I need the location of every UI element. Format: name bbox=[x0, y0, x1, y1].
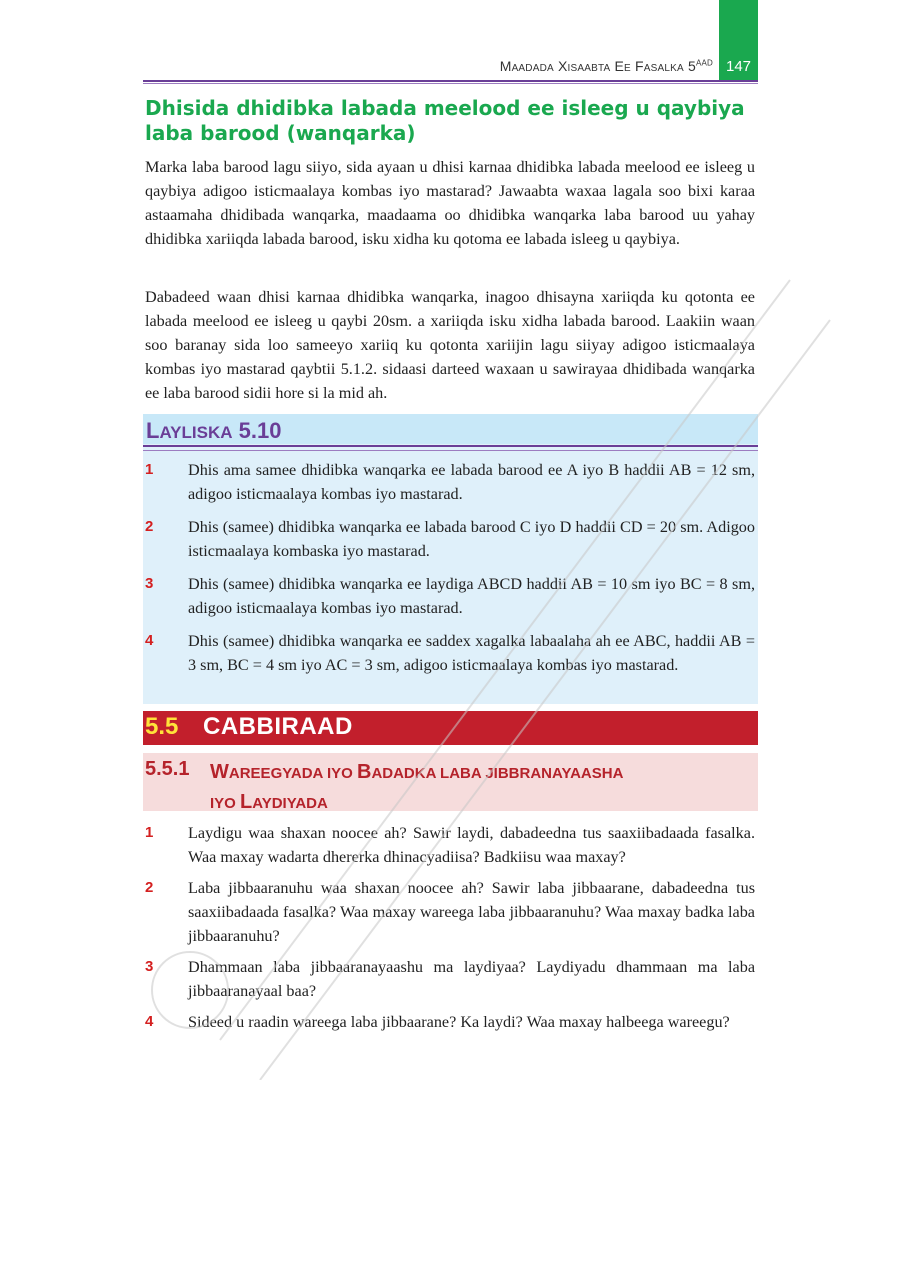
exercise-rule bbox=[143, 445, 758, 447]
page-number: 147 bbox=[725, 58, 752, 75]
subsection-initial-l: L bbox=[240, 791, 253, 813]
exercise-title-rest: AYLISKA bbox=[159, 423, 233, 442]
exercise-title bbox=[146, 418, 281, 444]
subsection-text-c: ADADKA LABA JIBBRANAYAASHA bbox=[371, 765, 624, 782]
question-text: Dhammaan laba jibbaaranayaashu ma laydiyaa? Laydiyadu dhammaan ma laba jibbaaranayaal baa? bbox=[188, 958, 755, 1000]
section-number: 5.5 bbox=[145, 713, 179, 740]
subsection-title-line2 bbox=[210, 788, 750, 818]
exercise-item-number: 2 bbox=[145, 518, 154, 535]
header-rule-thin bbox=[143, 83, 758, 84]
question-text: Laba jibbaaranuhu waa shaxan noocee ah? Sawir laba jibbaarane, dabadeedna tus saaxiibadaada fasalka? Waa maxay wareega laba jibbaaranuhu? Waa maxay badka laba jibbaaranuhu? bbox=[188, 879, 755, 945]
subsection-title bbox=[210, 758, 750, 818]
running-header-title: Maadada Xisaabta Ee Fasalka 5 bbox=[499, 58, 696, 74]
exercise-item-text: Dhis ama samee dhidibka wanqarka ee labada barood ee A iyo B haddii AB = 12 sm, adigoo isticmaalaya kombas iyo mastarad. bbox=[188, 461, 755, 503]
section-title bbox=[145, 96, 745, 146]
section-title-line1: Dhisida dhidibka labada meelood ee isleeg u qaybiya bbox=[145, 96, 745, 120]
subsection-number: 5.5.1 bbox=[145, 758, 190, 780]
section-title-line2: laba barood (wanqarka) bbox=[145, 121, 416, 145]
exercise-item-number: 1 bbox=[145, 461, 154, 478]
header-rule bbox=[143, 80, 758, 82]
section-heading: CABBIRAAD bbox=[203, 713, 353, 740]
running-header bbox=[143, 58, 713, 74]
question-text: Laydigu waa shaxan noocee ah? Sawir laydi, dabadeedna tus saaxiibadaada fasalka. Waa maxay wadarta dhererka dhinacyadiisa? Badkiisu waa maxay? bbox=[188, 824, 755, 866]
exercise-item-number: 3 bbox=[145, 575, 154, 592]
question-number: 1 bbox=[145, 824, 154, 841]
subsection-text-d: IYO bbox=[210, 795, 241, 812]
paragraph-2: Dabadeed waan dhisi karnaa dhidibka wanqarka, inagoo dhisayna xariiqda ku qotonta ee labada meelood ee isleeg u qaybi 20sm. a xariiqda isku xidha labada barood. Laakiin waan soo baranay sida loo sameeyo xariiq ku qotonta xariijin lagu siiyay adigoo isticmaalaya kombas iyo mastarad qaybtii 5.1.2. sidaasi darteed waxaan u sawirayaa dhidibada wanqarka ee laba barood sidii hore si la mid ah. bbox=[145, 288, 755, 402]
running-header-sup: AAD bbox=[695, 58, 713, 68]
question-number: 3 bbox=[145, 958, 154, 975]
question-number: 4 bbox=[145, 1013, 154, 1030]
exercise-item-text: Dhis (samee) dhidibka wanqarka ee laydiga ABCD haddii AB = 10 sm iyo BC = 8 sm, adigoo isticmaalaya kombas iyo mastarad. bbox=[188, 575, 755, 617]
subsection-initial-b: B bbox=[356, 761, 372, 783]
exercise-item-number: 4 bbox=[145, 632, 154, 649]
subsection-initial-w: W bbox=[210, 761, 229, 783]
exercise-title-initial: L bbox=[146, 418, 160, 443]
exercise-title-number: 5.10 bbox=[238, 418, 282, 443]
paragraph-1: Marka laba barood lagu siiyo, sida ayaan u dhisi karnaa dhidibka labada meelood ee isleeg u qaybiya adigoo isticmaalaya kombas iyo mastarad? Jawaabta waxaa lagala soo bixi karaa astaamaha dhidibada wanqarka, maadaama oo dhidibka wanqarka laba barood uu yahay dhidibka xariiqda labada barood, isku xidha ku qotoma ee labada isleeg u qaybiya. bbox=[145, 158, 755, 248]
exercise-item-text: Dhis (samee) dhidibka wanqarka ee saddex xagalka labaalaha ah ee ABC, haddii AB = 3 sm, BC = 4 sm iyo AC = 3 sm, adigoo isticmaalaya kombas iyo mastarad. bbox=[188, 632, 755, 674]
subsection-title-line1 bbox=[210, 758, 750, 788]
question-text: Sideed u raadin wareega laba jibbaarane? Ka laydi? Waa maxay halbeega wareegu? bbox=[188, 1013, 730, 1031]
subsection-text-e: AYDIYADA bbox=[252, 795, 328, 812]
exercise-rule-thin bbox=[143, 450, 758, 451]
exercise-item-text: Dhis (samee) dhidibka wanqarka ee labada barood C iyo D haddii CD = 20 sm. Adigoo isticmaalaya kombaska iyo mastarad. bbox=[188, 518, 755, 560]
subsection-text-a: AREEGYADA IYO bbox=[228, 765, 357, 782]
question-number: 2 bbox=[145, 879, 154, 896]
